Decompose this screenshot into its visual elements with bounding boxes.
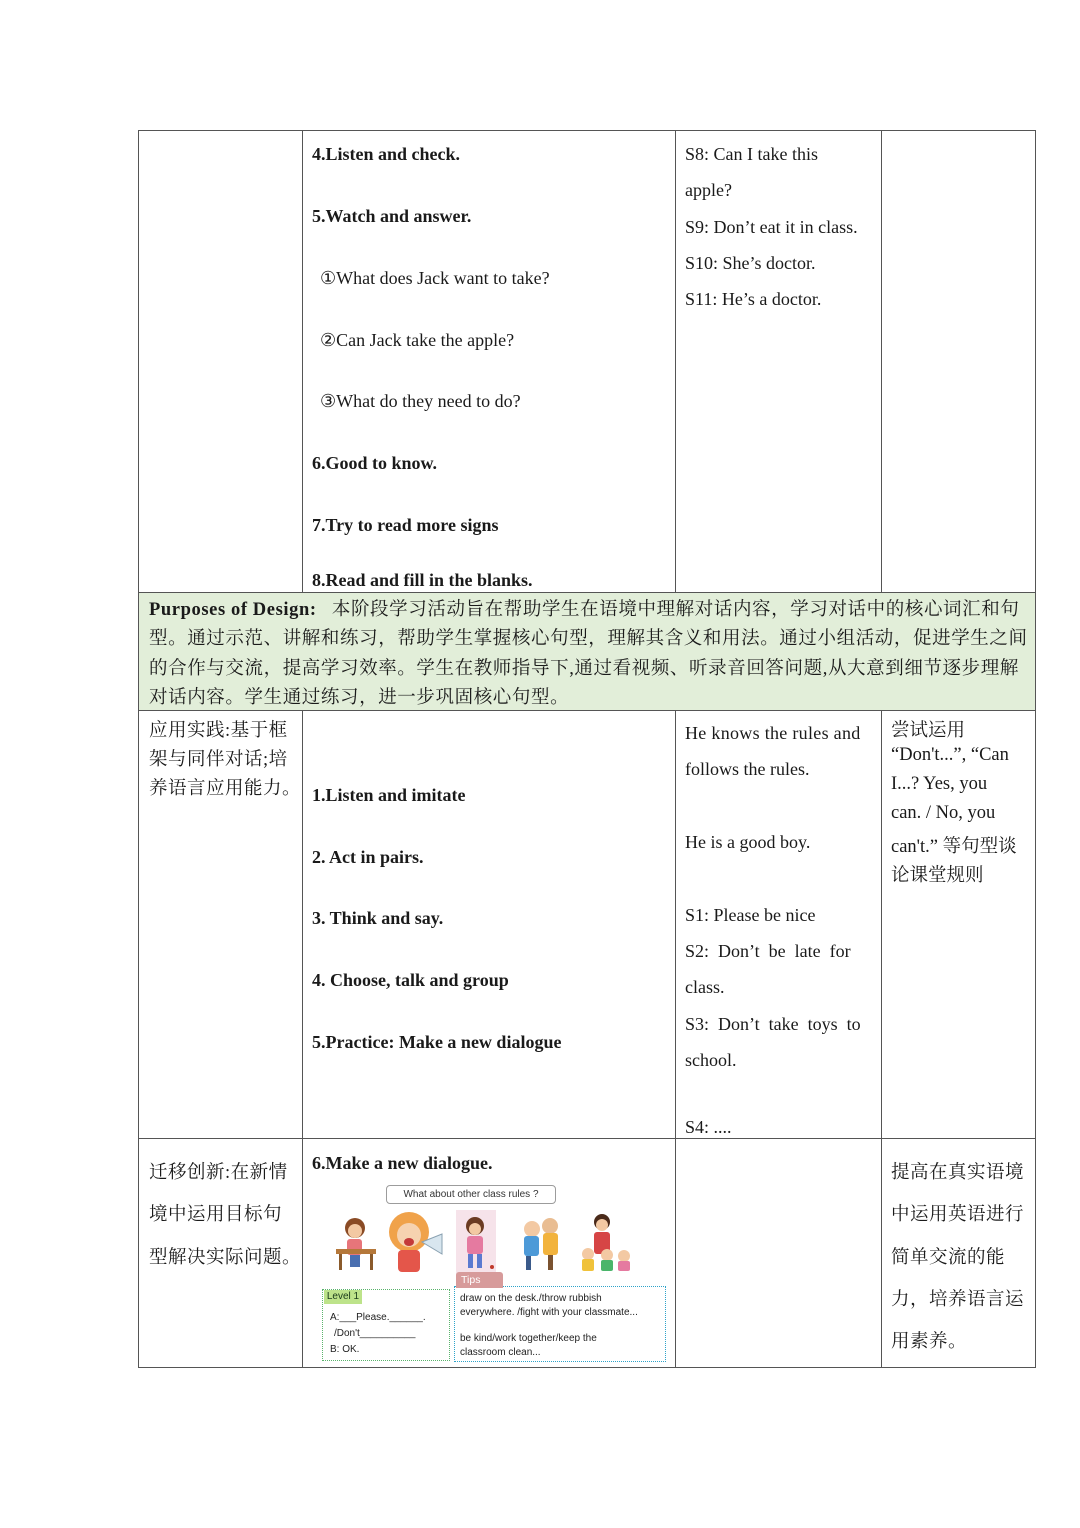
goal-line: 尝试运用 [891,721,966,741]
question-item: ①What does Jack want to take? [320,268,550,288]
lesson-plan-table [138,130,1036,1368]
step-item: 5.Watch and answer. [312,206,472,226]
tips-line: classroom clean... [460,1347,541,1358]
tips-line: draw on the desk./throw rubbish [460,1293,602,1304]
step-item: 7.Try to read more signs [312,515,499,535]
step-item: 3. Think and say. [312,908,444,928]
shouting-boy-figure [389,1212,442,1272]
stage-line: 迁移创新:在新情 [149,1163,288,1183]
dialogue-line: S8: Can I take this [685,144,818,164]
goal-line: I...? Yes, you [891,774,988,794]
goal-line: 提高在真实语境 [891,1163,1025,1183]
level-tag: Level 1 [324,1290,362,1304]
step-item: 5.Practice: Make a new dialogue [312,1032,562,1052]
girl-drawing-figure [456,1210,496,1276]
step-item: 8.Read and fill in the blanks. [312,570,533,590]
fighting-boys-figure [524,1218,558,1270]
step-item: 6.Make a new dialogue. [312,1153,493,1173]
stage-line: 型解决实际问题。 [149,1248,302,1268]
step-item: 4. Choose, talk and group [312,970,509,990]
dialogue-line: S10: She’s doctor. [685,253,816,273]
stage-line: 养语言应用能力。 [149,779,302,799]
response-line: S4: .... [685,1117,732,1137]
step-item: 4.Listen and check. [312,144,461,164]
goal-line: can. / No, you [891,803,996,823]
class-rules-illustration [310,1180,672,1365]
dialogue-line: apple? [685,180,732,200]
stage-line: 应用实践:基于框 [149,721,288,741]
column-divider [881,710,882,1368]
response-line: class. [685,977,725,997]
goal-line: can't.” 等句型谈 [891,837,1017,857]
purpose-label: Purposes of Design: [149,600,317,620]
goal-line: 论课堂规则 [891,866,984,886]
column-divider [138,130,139,1368]
step-item: 2. Act in pairs. [312,847,424,867]
dialogue-line: S11: He’s a doctor. [685,289,822,309]
column-divider [675,710,676,1368]
teacher-and-kids-figure [582,1214,630,1271]
step-item: 1.Listen and imitate [312,785,466,805]
column-divider [675,130,676,593]
purpose-text: 本阶段学习活动旨在帮助学生在语境中理解对话内容，学习对话中的核心词汇和句型。通过示范、讲解和练习，帮助学生掌握核心句型，理解其含义和用法。通过小组活动，促进学生之间的合作与交流，提高学习效率。学生在教师指导下,通过看视频、听录音回答问题,从大意到细节逐步理解对话内容。学生通过练习，进一步巩固核心句型。 [149,600,1028,709]
question-item: ②Can Jack take the apple? [320,330,515,350]
response-line: He knows the rules and [685,723,861,743]
response-line: S2: Don’t be late for [685,941,851,961]
response-line: He is a good boy. [685,832,811,852]
row-divider [138,1138,1036,1139]
response-line: S3: Don’t take toys to [685,1014,861,1034]
tips-line: everywhere. /fight with your classmate... [460,1307,638,1318]
tips-tag: Tips [456,1272,503,1288]
girl-at-desk-figure [336,1218,376,1270]
column-divider [881,130,882,593]
purpose-paragraph [149,596,1029,714]
stage-line: 架与同伴对话;培 [149,750,288,770]
goal-line: 简单交流的能 [891,1248,1006,1268]
question-item: ③What do they need to do? [320,391,521,411]
table-border-bottom [138,1367,1036,1368]
level-line: A:___Please.______. [330,1312,426,1323]
step-item: 6.Good to know. [312,453,438,473]
goal-line: 用素养。 [891,1332,968,1352]
column-divider [1035,130,1036,1368]
table-border-top [138,130,1036,131]
stage-line: 境中运用目标句 [149,1205,283,1225]
level-line: /Don't__________ [334,1328,416,1339]
response-line: school. [685,1050,737,1070]
column-divider [302,710,303,1368]
speech-bubble: What about other class rules ? [386,1185,556,1204]
goal-line: 中运用英语进行 [891,1205,1025,1225]
dialogue-line: S9: Don’t eat it in class. [685,217,858,237]
goal-line: “Don't...”, “Can [891,745,1009,765]
goal-line: 力，培养语言运 [891,1290,1025,1310]
column-divider [302,130,303,593]
tips-line: be kind/work together/keep the [460,1333,597,1344]
response-line: follows the rules. [685,759,810,779]
response-line: S1: Please be nice [685,905,816,925]
level-line: B: OK. [330,1344,360,1355]
row-divider [138,592,1036,593]
